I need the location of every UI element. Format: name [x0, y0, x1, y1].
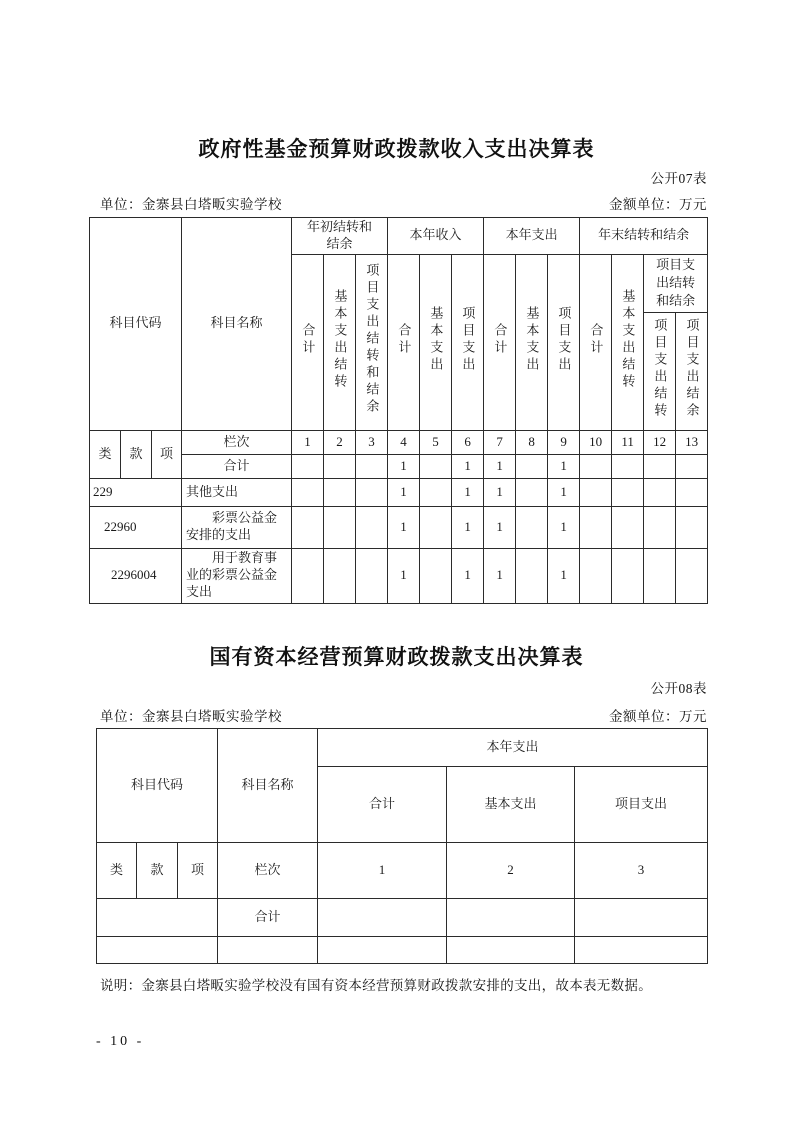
column-number: 2	[324, 430, 356, 454]
data-cell	[447, 937, 575, 964]
column-header	[548, 254, 580, 430]
data-cell: 1	[452, 454, 484, 478]
column-number: 5	[420, 430, 452, 454]
column-header-label: 合计	[300, 322, 316, 357]
column-number: 3	[356, 430, 388, 454]
column-header	[484, 254, 516, 430]
data-cell: 1	[484, 506, 516, 548]
state-capital-table	[96, 728, 708, 964]
column-header	[452, 254, 484, 430]
code-type-header-item: 项	[152, 430, 182, 478]
column-header-label: 合计	[588, 322, 604, 357]
subject-code-header: 科目代码	[90, 218, 182, 431]
table07-unit-label: 单位：金寨县白塔畈实验学校	[100, 197, 282, 212]
table-row	[90, 506, 708, 548]
table-row	[90, 478, 708, 506]
column-header	[356, 254, 388, 430]
name-cell	[218, 937, 318, 964]
name-cell: 彩票公益金安排的支出	[182, 506, 292, 548]
table07-title: 政府性基金预算财政拨款收入支出决算表	[198, 138, 595, 161]
column-number: 12	[644, 430, 676, 454]
table08-amount-unit-label: 金额单位：万元	[609, 709, 707, 724]
group-header-year-expense: 本年支出	[484, 218, 580, 255]
data-cell	[676, 454, 708, 478]
code-cell: 22960	[90, 506, 182, 548]
data-cell: 1	[484, 548, 516, 603]
data-cell: 1	[388, 478, 420, 506]
data-cell: 1	[388, 506, 420, 548]
code-cell: 229	[90, 478, 182, 506]
data-cell	[324, 506, 356, 548]
data-cell	[575, 937, 708, 964]
data-cell	[516, 506, 548, 548]
data-cell: 1	[548, 478, 580, 506]
data-cell	[644, 454, 676, 478]
column-number: 10	[580, 430, 612, 454]
column-header	[580, 254, 612, 430]
column-number: 13	[676, 430, 708, 454]
data-cell: 1	[452, 506, 484, 548]
data-cell: 1	[548, 454, 580, 478]
table08-wrapper	[96, 728, 708, 964]
column-header-label: 合计	[492, 322, 508, 357]
fund-budget-table	[89, 217, 708, 604]
data-cell	[575, 899, 708, 937]
data-cell	[318, 899, 447, 937]
name-cell: 其他支出	[182, 478, 292, 506]
column-header	[644, 312, 676, 430]
table-row	[97, 937, 708, 964]
column-number: 3	[575, 843, 708, 899]
subject-code-header: 科目代码	[97, 729, 218, 843]
table08-title: 国有资本经营预算财政拨款支出决算表	[209, 646, 584, 669]
table-row	[90, 218, 708, 255]
data-cell	[580, 478, 612, 506]
data-cell	[612, 454, 644, 478]
table08-unit-label: 单位：金寨县白塔畈实验学校	[100, 709, 282, 724]
data-cell: 1	[484, 478, 516, 506]
subject-name-header: 科目名称	[182, 218, 292, 431]
data-cell	[516, 478, 548, 506]
data-cell	[612, 506, 644, 548]
data-cell	[420, 454, 452, 478]
column-header	[292, 254, 324, 430]
data-cell	[292, 506, 324, 548]
code-type-header-item: 项	[178, 843, 218, 899]
code-type-header-class: 类	[97, 843, 137, 899]
column-header-label: 基本支出结转	[332, 288, 348, 391]
data-cell	[292, 548, 324, 603]
table-row	[97, 729, 708, 767]
column-header	[324, 254, 356, 430]
table07-sheet-label: 公开07表	[650, 171, 707, 186]
data-cell	[420, 548, 452, 603]
lanci-header: 栏次	[182, 430, 292, 454]
data-cell	[676, 548, 708, 603]
data-cell	[420, 478, 452, 506]
table07-wrapper	[89, 217, 708, 604]
code-cell: 2296004	[90, 548, 182, 603]
subject-name-header: 科目名称	[218, 729, 318, 843]
table-row	[90, 454, 708, 478]
code-type-header-section: 款	[121, 430, 152, 478]
data-cell	[292, 478, 324, 506]
data-cell	[580, 506, 612, 548]
data-cell	[580, 454, 612, 478]
data-cell	[292, 454, 324, 478]
column-number: 4	[388, 430, 420, 454]
column-header	[420, 254, 452, 430]
data-cell	[676, 506, 708, 548]
data-cell	[612, 548, 644, 603]
lanci-header: 栏次	[218, 843, 318, 899]
data-cell	[324, 454, 356, 478]
column-header	[516, 254, 548, 430]
column-number: 2	[447, 843, 575, 899]
data-cell: 1	[548, 506, 580, 548]
column-header-label: 项目支出结转和结余	[364, 263, 380, 417]
data-cell	[324, 548, 356, 603]
code-type-header-class: 类	[90, 430, 121, 478]
table-row	[97, 899, 708, 937]
column-number: 11	[612, 430, 644, 454]
table08-meta-row	[100, 705, 707, 725]
group-header-end-balance: 年末结转和结余	[580, 218, 708, 255]
table08-sheet-label: 公开08表	[650, 681, 707, 696]
code-cell	[97, 899, 218, 937]
code-type-header-section: 款	[137, 843, 178, 899]
column-header-label: 基本支出	[524, 305, 540, 374]
data-cell	[644, 478, 676, 506]
column-number: 1	[292, 430, 324, 454]
column-header-label: 项目支出	[460, 305, 476, 374]
column-header: 合计	[318, 767, 447, 843]
data-cell	[516, 548, 548, 603]
data-cell	[580, 548, 612, 603]
data-cell	[420, 506, 452, 548]
table07-meta-row	[100, 193, 707, 213]
column-header-label: 项目支出结余	[684, 317, 700, 420]
code-cell	[97, 937, 218, 964]
data-cell: 1	[388, 548, 420, 603]
data-cell	[447, 899, 575, 937]
column-header-label: 合计	[396, 322, 412, 357]
column-header-label: 基本支出	[428, 305, 444, 374]
column-header: 项目支出	[575, 767, 708, 843]
subgroup-header-project-balance: 项目支出结转和结余	[644, 254, 708, 312]
data-cell	[356, 548, 388, 603]
data-cell	[644, 506, 676, 548]
column-number: 8	[516, 430, 548, 454]
column-number: 9	[548, 430, 580, 454]
column-header	[676, 312, 708, 430]
column-header	[388, 254, 420, 430]
column-number: 6	[452, 430, 484, 454]
data-cell	[324, 478, 356, 506]
data-cell	[318, 937, 447, 964]
group-header-year-income: 本年收入	[388, 218, 484, 255]
column-header-label: 基本支出结转	[620, 288, 636, 391]
table08-note: 说明：金寨县白塔畈实验学校没有国有资本经营预算财政拨款安排的支出，故本表无数据。	[100, 978, 652, 993]
column-header	[612, 254, 644, 430]
data-cell	[356, 506, 388, 548]
data-cell	[644, 548, 676, 603]
data-cell: 1	[452, 548, 484, 603]
column-number: 7	[484, 430, 516, 454]
group-header-begin-balance: 年初结转和结余	[292, 218, 388, 255]
data-cell: 1	[452, 478, 484, 506]
data-cell	[676, 478, 708, 506]
data-cell	[516, 454, 548, 478]
data-cell	[612, 478, 644, 506]
data-cell	[356, 478, 388, 506]
group-header-year-expense: 本年支出	[318, 729, 708, 767]
data-cell: 1	[548, 548, 580, 603]
column-header-label: 项目支出	[556, 305, 572, 374]
table-row	[90, 430, 708, 454]
column-header-label: 项目支出结转	[652, 317, 668, 420]
row-total-label: 合计	[182, 454, 292, 478]
data-cell	[356, 454, 388, 478]
data-cell: 1	[388, 454, 420, 478]
data-cell: 1	[484, 454, 516, 478]
column-header: 基本支出	[447, 767, 575, 843]
column-number: 1	[318, 843, 447, 899]
name-cell: 用于教育事业的彩票公益金支出	[182, 548, 292, 603]
table07-amount-unit-label: 金额单位：万元	[609, 197, 707, 212]
row-total-label: 合计	[218, 899, 318, 937]
table-row	[97, 843, 708, 899]
page-number: - 10 -	[96, 1034, 145, 1049]
table-row	[90, 548, 708, 603]
